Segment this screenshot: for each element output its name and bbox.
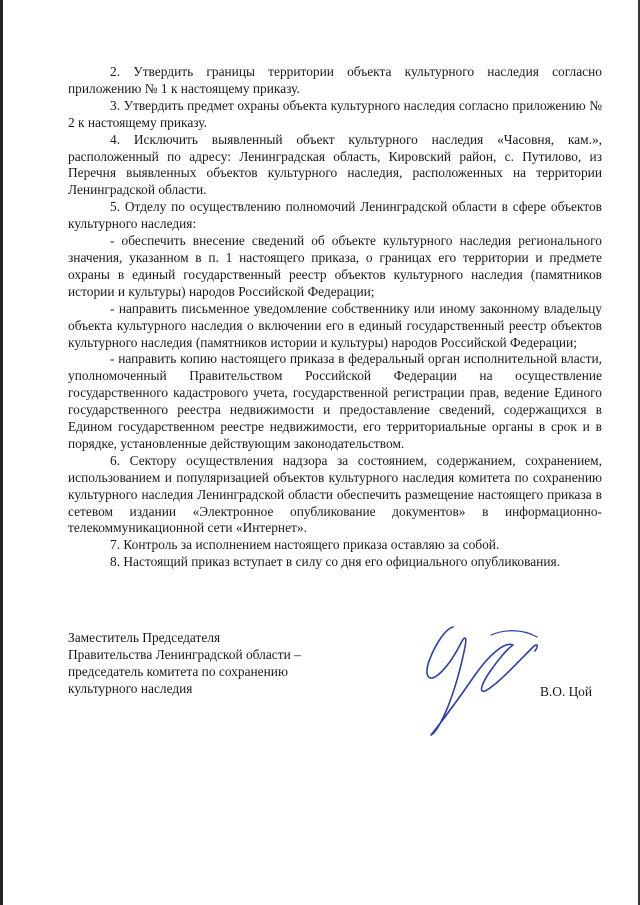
paragraph-item-6: 6. Сектору осуществления надзора за состоянием, содержанием, сохранением, использованием и популяризацией объектов культурного наследия комитета по сохранению культурного наследия Ленинградской области обеспечить размещение настоящего приказа в сетевом издании «Электронное опубликование документов» в информационно-телекоммуникационной сети «Интернет». <box>68 452 602 536</box>
paragraph-subitem-send-copy: - направить копию настоящего приказа в федеральный орган исполнительной власти, уполномоченный Правительством Российской Федерации на осуществление государственного кадастрового учета, государственной регистрации прав, ведение Единого государственного реестра недвижимости и предоставление сведений, содержащихся в Едином государственном реестре недвижимости, его территориальные органы в срок и в порядке, установленные действующим законодательством. <box>68 351 602 451</box>
paragraph-item-3: 3. Утвердить предмет охраны объекта культурного наследия согласно приложению № 2 к настоящему приказу. <box>68 97 602 130</box>
signatory-position-line: Правительства Ленинградской области – <box>68 646 301 662</box>
signatory-name: В.О. Цой <box>540 684 592 699</box>
paragraph-item-4: 4. Исключить выявленный объект культурного наследия «Часовня, кам.», расположенный по адресу: Ленинградская область, Кировский район, с. Путилово, из Перечня выявленных объектов культурного наследия, расположенных на территории Ленинградской области. <box>68 131 602 198</box>
paragraph-item-7: 7. Контроль за исполнением настоящего приказа оставляю за собой. <box>110 537 500 553</box>
paragraph-subitem-notify-owner: - направить письменное уведомление собственнику или иному законному владельцу объекта культурного наследия о включении его в единый государственный реестр объектов культурного наследия (памятников истории и культуры) народов Российской Федерации; <box>68 300 602 350</box>
handwritten-signature <box>405 615 545 745</box>
document-body <box>68 64 602 571</box>
signatory-position <box>68 630 368 698</box>
paragraph-item-8: 8. Настоящий приказ вступает в силу со дня его официального опубликования. <box>110 554 560 570</box>
signatory-position-line: культурного наследия <box>68 680 193 696</box>
signatory-position-line: председатель комитета по сохранению <box>68 663 288 679</box>
paragraph-item-2: 2. Утвердить границы территории объекта культурного наследия согласно приложению № 1 к настоящему приказу. <box>68 64 602 96</box>
signatory-position-line: Заместитель Председателя <box>68 630 221 645</box>
scan-page-edge-left <box>0 0 3 905</box>
paragraph-item-5: 5. Отделу по осуществлению полномочий Ленинградской области в сфере объектов культурного наследия: <box>68 199 602 232</box>
paragraph-subitem-register: - обеспечить внесение сведений об объекте культурного наследия регионального значения, указанном в п. 1 настоящего приказа, о границах его территории и предмете охраны в единый государственный реестр объектов культурного наследия (памятников истории и культуры) народов Российской Федерации; <box>68 233 602 299</box>
